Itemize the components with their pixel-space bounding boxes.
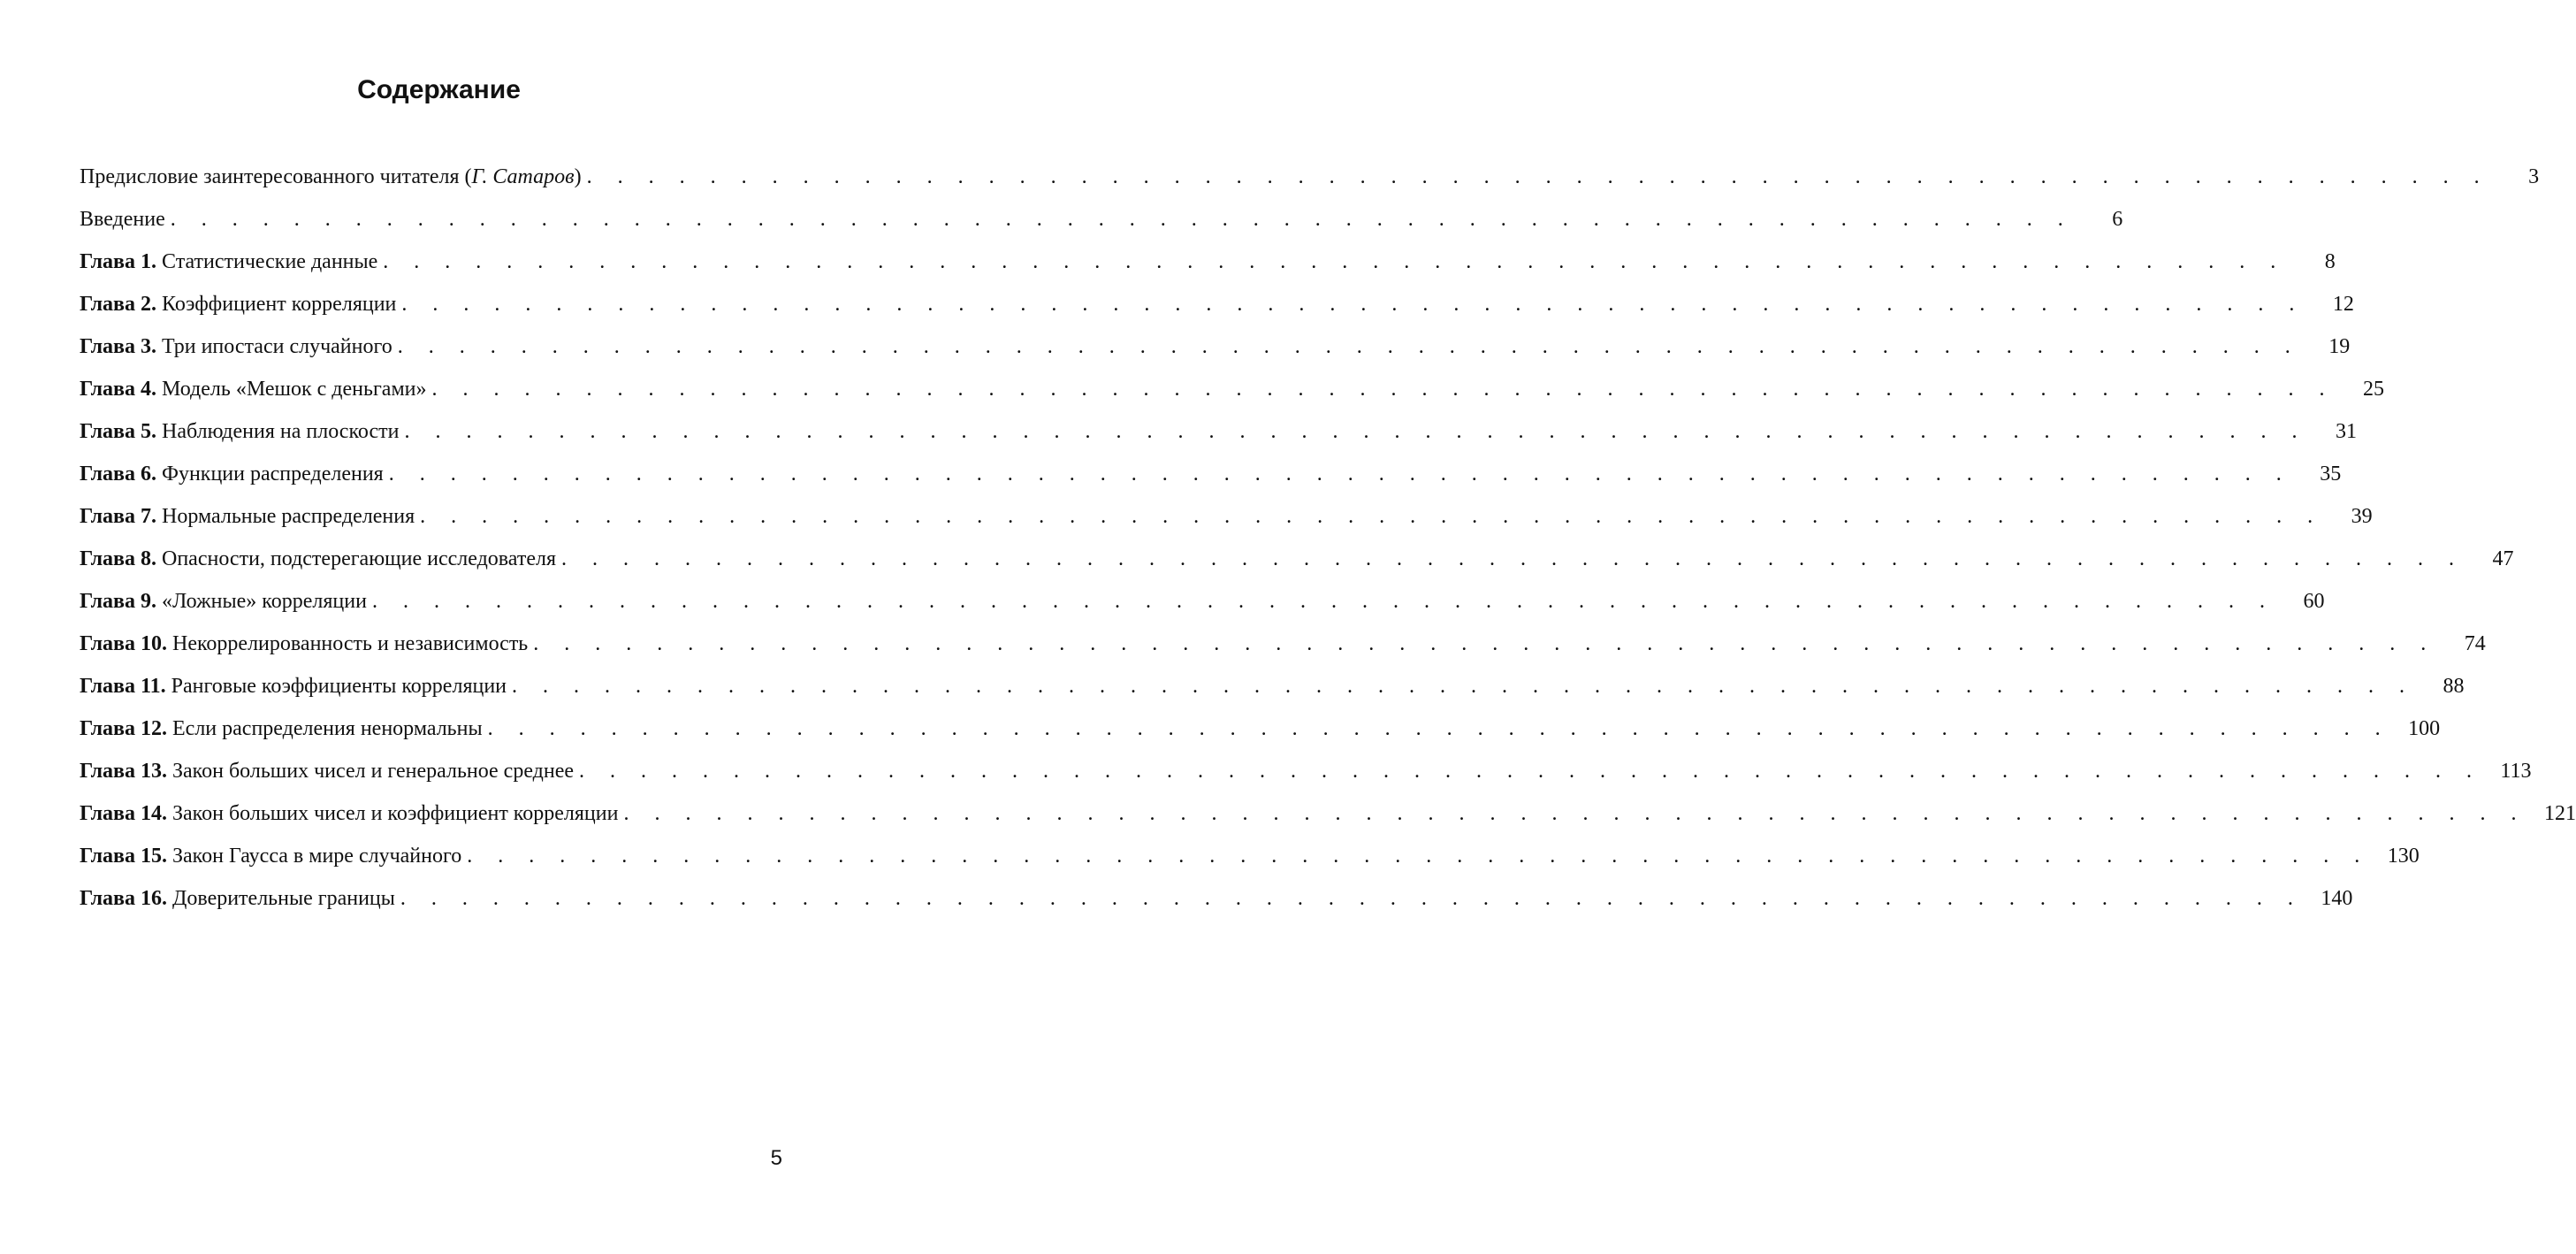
toc-entry-text	[80, 456, 384, 492]
toc-entry-page: 25	[2362, 378, 2384, 401]
chapter-label: Глава 7.	[80, 505, 156, 528]
chapter-title: Наблюдения на плоскости	[162, 420, 400, 443]
toc-leader-dots: . . . . . . . . . . . . . . . . . . . . . . . . . . . . . . . . . . . . . . . . . . . . . . . . . . . . . . . . . . . . . .	[487, 717, 2391, 740]
chapter-label: Глава 14.	[80, 802, 167, 825]
chapter-label: Глава 13.	[80, 760, 167, 783]
chapter-title: Опасности, подстерегающие исследователя	[162, 547, 556, 570]
page-number: 5	[770, 1146, 782, 1170]
toc-leader-dots: . . . . . . . . . . . . . . . . . . . . . . . . . . . . . . . . . . . . . . . . . . . . . . . . . . . . . . . . . . . . . .	[404, 420, 2307, 443]
toc-entry-page: 31	[2335, 420, 2357, 443]
chapter-title: Функции распределения	[162, 463, 384, 486]
toc-entry-page: 35	[2320, 463, 2342, 486]
toc-leader-dots: . . . . . . . . . . . . . . . . . . . . . . . . . . . . . . . . . . . . . . . . . . . . . . . . . . . . . . . . . . . . . .	[388, 463, 2292, 486]
chapter-title: Нормальные распределения	[162, 505, 415, 528]
toc-entry-text	[80, 669, 507, 704]
chapter-label: Глава 9.	[80, 590, 156, 613]
toc-entry-text	[80, 414, 399, 449]
toc-entry-chapter-12[interactable]	[80, 711, 2441, 753]
toc-entry-page: 140	[2321, 887, 2353, 910]
toc-entry-page: 47	[2492, 547, 2514, 570]
chapter-label: Глава 11.	[80, 675, 166, 698]
toc-entry-title: Введение	[80, 208, 165, 231]
toc-entry-page: 60	[2303, 590, 2325, 613]
toc-leader-dots: . . . . . . . . . . . . . . . . . . . . . . . . . . . . . . . . . . . . . . . . . . . . . . . . . . . . . . . . . . . . . .	[561, 547, 2465, 570]
toc-entry-text	[80, 244, 377, 279]
toc-entry-text	[80, 287, 396, 322]
toc-entry-title-end: )	[574, 165, 582, 188]
chapter-title: Закон Гаусса в мире случайного	[172, 845, 462, 868]
toc-entry-intro[interactable]	[80, 202, 2123, 244]
toc-entry-text	[80, 371, 426, 407]
toc-entry-title: Предисловие заинтересованного читателя (	[80, 165, 472, 188]
toc-leader-dots: . . . . . . . . . . . . . . . . . . . . . . . . . . . . . . . . . . . . . . . . . . . . . . . . . . . . . . . . . . . . . .	[170, 208, 2074, 231]
toc-entry-text	[80, 541, 556, 577]
chapter-title: «Ложные» корреляции	[162, 590, 367, 613]
chapter-label: Глава 5.	[80, 420, 156, 443]
toc-entry-chapter-4[interactable]	[80, 371, 2384, 414]
toc-entry-chapter-9[interactable]	[80, 584, 2325, 626]
toc-entry-chapter-3[interactable]	[80, 329, 2351, 371]
toc-leader-dots: . . . . . . . . . . . . . . . . . . . . . . . . . . . . . . . . . . . . . . . . . . . . . . . . . . . . . . . . . . . . . .	[586, 165, 2490, 188]
chapter-title: Статистические данные	[162, 250, 378, 273]
toc-leader-dots: . . . . . . . . . . . . . . . . . . . . . . . . . . . . . . . . . . . . . . . . . . . . . . . . . . . . . . . . . . . . . .	[397, 335, 2301, 358]
toc-leader-dots: . . . . . . . . . . . . . . . . . . . . . . . . . . . . . . . . . . . . . . . . . . . . . . . . . . . . . . . . . . . . . .	[512, 675, 2415, 698]
table-of-contents	[80, 159, 2576, 923]
toc-entry-chapter-11[interactable]	[80, 669, 2465, 711]
toc-entry-preface[interactable]	[80, 159, 2540, 202]
toc-entry-author: Г. Сатаров	[471, 165, 575, 188]
toc-entry-chapter-5[interactable]	[80, 414, 2357, 456]
toc-leader-dots: . . . . . . . . . . . . . . . . . . . . . . . . . . . . . . . . . . . . . . . . . . . . . . . . . . . . . . . . . . . . . .	[533, 632, 2436, 655]
toc-leader-dots: . . . . . . . . . . . . . . . . . . . . . . . . . . . . . . . . . . . . . . . . . . . . . . . . . . . . . . . . . . . . . .	[420, 505, 2323, 528]
toc-entry-page: 3	[2528, 165, 2540, 188]
toc-leader-dots: . . . . . . . . . . . . . . . . . . . . . . . . . . . . . . . . . . . . . . . . . . . . . . . . . . . . . . . . . . . . . .	[383, 250, 2286, 273]
toc-entry-text	[80, 711, 483, 746]
toc-entry-page: 12	[2332, 293, 2354, 316]
toc-leader-dots: . . . . . . . . . . . . . . . . . . . . . . . . . . . . . . . . . . . . . . . . . . . . . . . . . . . . . . . . . . . . . .	[400, 887, 2304, 910]
toc-entry-page: 100	[2408, 717, 2441, 740]
toc-entry-page: 6	[2112, 208, 2123, 231]
toc-entry-text	[80, 584, 367, 619]
toc-entry-text	[80, 796, 618, 831]
chapter-label: Глава 8.	[80, 547, 156, 570]
toc-entry-page: 88	[2443, 675, 2465, 698]
chapter-label: Глава 6.	[80, 463, 156, 486]
chapter-title: Три ипостаси случайного	[162, 335, 392, 358]
chapter-title: Закон больших чисел и коэффициент корреляции	[172, 802, 619, 825]
chapter-label: Глава 2.	[80, 293, 156, 316]
toc-entry-text	[80, 159, 582, 195]
toc-entry-chapter-16[interactable]	[80, 881, 2353, 923]
toc-entry-chapter-6[interactable]	[80, 456, 2342, 499]
chapter-title: Если распределения ненормальны	[172, 717, 483, 740]
toc-entry-page: 39	[2351, 505, 2373, 528]
toc-entry-text	[80, 881, 395, 916]
chapter-label: Глава 4.	[80, 378, 156, 401]
toc-entry-text	[80, 838, 461, 874]
chapter-label: Глава 10.	[80, 632, 167, 655]
toc-entry-chapter-1[interactable]	[80, 244, 2336, 287]
toc-entry-page: 74	[2464, 632, 2486, 655]
chapter-title: Некоррелированность и независимость	[172, 632, 529, 655]
toc-entry-chapter-7[interactable]	[80, 499, 2373, 541]
toc-leader-dots: . . . . . . . . . . . . . . . . . . . . . . . . . . . . . . . . . . . . . . . . . . . . . . . . . . . . . . . . . . . . . .	[431, 378, 2335, 401]
toc-entry-text	[80, 499, 415, 534]
chapter-title: Модель «Мешок с деньгами»	[162, 378, 427, 401]
toc-entry-text	[80, 753, 574, 789]
toc-leader-dots: . . . . . . . . . . . . . . . . . . . . . . . . . . . . . . . . . . . . . . . . . . . . . . . . . . . . . . . . . . . . . .	[371, 590, 2275, 613]
chapter-title: Доверительные границы	[172, 887, 395, 910]
toc-entry-page: 121	[2543, 802, 2576, 825]
toc-entry-chapter-14[interactable]	[80, 796, 2576, 838]
toc-leader-dots: . . . . . . . . . . . . . . . . . . . . . . . . . . . . . . . . . . . . . . . . . . . . . . . . . . . . . . . . . . . . . .	[467, 845, 2370, 868]
toc-leader-dots: . . . . . . . . . . . . . . . . . . . . . . . . . . . . . . . . . . . . . . . . . . . . . . . . . . . . . . . . . . . . . .	[623, 802, 2526, 825]
chapter-label: Глава 15.	[80, 845, 167, 868]
toc-entry-page: 8	[2324, 250, 2336, 273]
toc-entry-page: 113	[2500, 760, 2532, 783]
toc-entry-chapter-8[interactable]	[80, 541, 2514, 584]
toc-leader-dots: . . . . . . . . . . . . . . . . . . . . . . . . . . . . . . . . . . . . . . . . . . . . . . . . . . . . . . . . . . . . . .	[579, 760, 2482, 783]
toc-entry-chapter-15[interactable]	[80, 838, 2420, 881]
chapter-label: Глава 3.	[80, 335, 156, 358]
toc-entry-text	[80, 329, 392, 364]
toc-entry-page: 130	[2387, 845, 2420, 868]
chapter-label: Глава 16.	[80, 887, 167, 910]
toc-entry-text	[80, 626, 528, 661]
toc-entry-chapter-10[interactable]	[80, 626, 2486, 669]
toc-entry-text	[80, 202, 165, 237]
chapter-label: Глава 1.	[80, 250, 156, 273]
chapter-label: Глава 12.	[80, 717, 167, 740]
page-title: Содержание	[357, 75, 521, 104]
toc-entry-chapter-13[interactable]	[80, 753, 2532, 796]
toc-entry-chapter-2[interactable]	[80, 287, 2354, 329]
chapter-title: Коэффициент корреляции	[162, 293, 397, 316]
chapter-title: Ранговые коэффициенты корреляции	[171, 675, 507, 698]
toc-leader-dots: . . . . . . . . . . . . . . . . . . . . . . . . . . . . . . . . . . . . . . . . . . . . . . . . . . . . . . . . . . . . . .	[401, 293, 2305, 316]
toc-entry-page: 19	[2328, 335, 2351, 358]
chapter-title: Закон больших чисел и генеральное среднее	[172, 760, 575, 783]
